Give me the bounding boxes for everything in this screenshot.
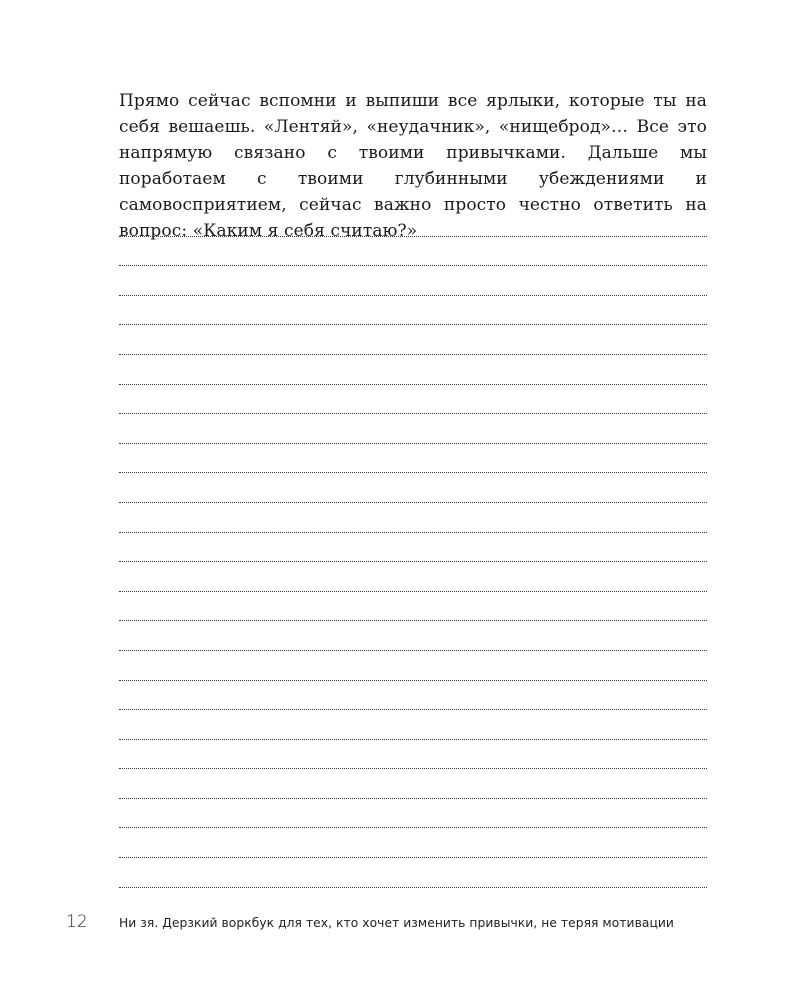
answer-line[interactable] <box>119 433 707 463</box>
answer-line[interactable] <box>119 729 707 759</box>
answer-lines <box>119 226 707 907</box>
answer-line[interactable] <box>119 404 707 434</box>
answer-line[interactable] <box>119 877 707 907</box>
answer-line[interactable] <box>119 700 707 730</box>
answer-line[interactable] <box>119 492 707 522</box>
answer-line[interactable] <box>119 611 707 641</box>
answer-line[interactable] <box>119 670 707 700</box>
answer-line[interactable] <box>119 640 707 670</box>
answer-line[interactable] <box>119 463 707 493</box>
answer-line[interactable] <box>119 847 707 877</box>
answer-line[interactable] <box>119 759 707 789</box>
running-title: Ни зя. Дерзкий воркбук для тех, кто хочет изменить привычки, не теряя мотивации <box>119 916 674 930</box>
intro-paragraph: Прямо сейчас вспомни и выпиши все ярлыки, которые ты на себя вешаешь. «Лентяй», «неудачник», «нищеброд»… Все это напрямую связано с твоими привычками. Дальше мы поработаем с твоими глубинными убеждениями и самовосприятием, сейчас важно просто честно ответить на вопрос: «Каким я себя считаю?» <box>119 91 707 241</box>
answer-line[interactable] <box>119 285 707 315</box>
answer-line[interactable] <box>119 818 707 848</box>
answer-line[interactable] <box>119 374 707 404</box>
answer-line[interactable] <box>119 581 707 611</box>
answer-line[interactable] <box>119 788 707 818</box>
page-number: 12 <box>66 912 88 932</box>
answer-line[interactable] <box>119 344 707 374</box>
answer-line[interactable] <box>119 315 707 345</box>
answer-line[interactable] <box>119 256 707 286</box>
page-footer <box>0 911 800 935</box>
answer-line[interactable] <box>119 552 707 582</box>
answer-line[interactable] <box>119 522 707 552</box>
answer-line[interactable] <box>119 226 707 256</box>
